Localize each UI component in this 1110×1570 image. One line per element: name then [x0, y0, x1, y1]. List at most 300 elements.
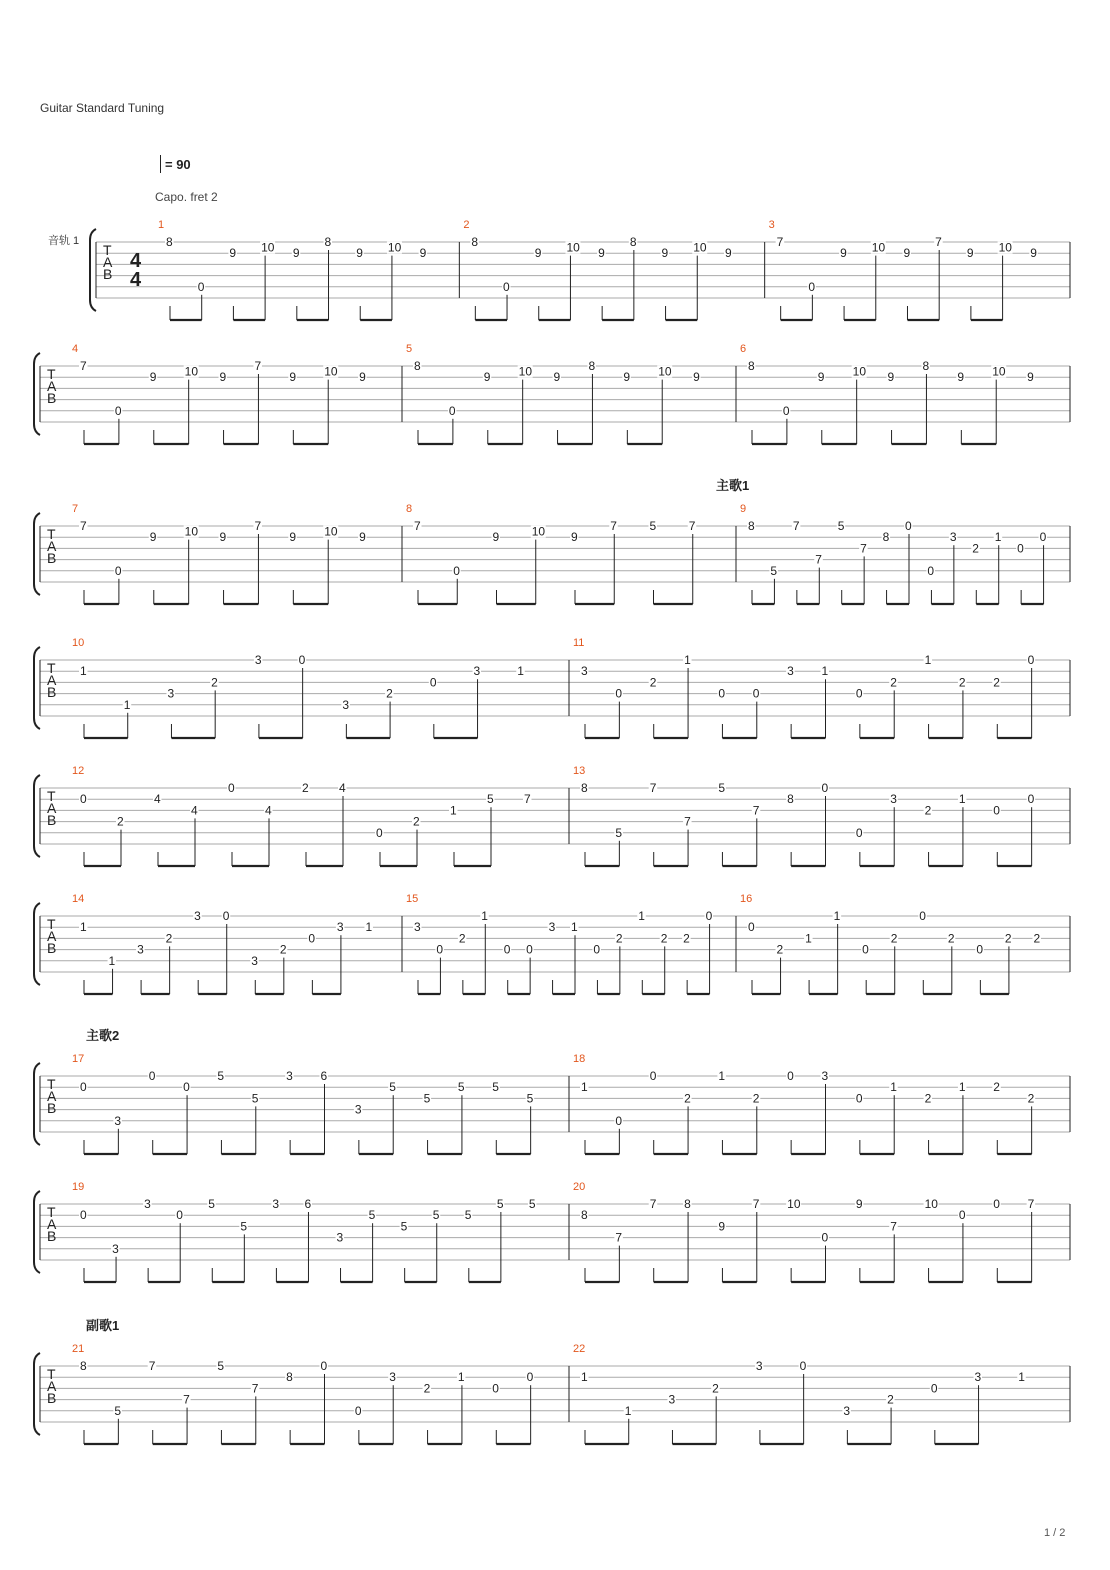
fret-number: 9 [419, 246, 427, 261]
fret-number: 3 [755, 1359, 763, 1373]
fret-number: 1 [108, 953, 116, 968]
section-label: 主歌2 [86, 1028, 120, 1043]
fret-number: 0 [615, 1113, 623, 1128]
system-bracket [34, 513, 40, 595]
time-signature-top: 4 [130, 250, 142, 272]
fret-number: 1 [994, 530, 1002, 545]
fret-number: 6 [304, 1197, 312, 1211]
bar-number: 14 [72, 893, 85, 905]
fret-number: 3 [137, 942, 144, 957]
fret-number: 8 [414, 359, 421, 373]
fret-number: 1 [821, 664, 829, 679]
bar-number: 9 [740, 503, 747, 515]
fret-number: 8 [748, 519, 755, 533]
fret-number: 5 [615, 825, 623, 840]
fret-number: 0 [222, 909, 230, 923]
fret-number: 9 [492, 530, 500, 545]
fret-number: 1 [80, 920, 87, 935]
fret-number: 0 [927, 563, 935, 578]
fret-number: 10 [261, 240, 275, 255]
fret-number: 1 [1018, 1370, 1025, 1385]
fret-number: 2 [413, 814, 420, 829]
fret-number: 2 [683, 931, 690, 946]
fret-number: 7 [251, 1381, 259, 1396]
fret-number: 10 [992, 364, 1006, 379]
fret-number: 7 [792, 519, 800, 533]
fret-number: 5 [492, 1080, 499, 1095]
bar-number: 12 [72, 765, 85, 777]
fret-number: 0 [787, 1069, 794, 1083]
fret-number: 10 [184, 524, 199, 539]
fret-number: 5 [837, 519, 845, 533]
fret-number: 1 [365, 920, 373, 935]
fret-number: 5 [526, 1091, 534, 1106]
bar-number: 16 [740, 893, 753, 905]
bar-number: 15 [406, 893, 419, 905]
fret-number: 0 [993, 1197, 1000, 1211]
fret-number: 1 [924, 653, 932, 667]
fret-number: 2 [211, 675, 218, 690]
fret-number: 9 [289, 530, 297, 545]
fret-number: 3 [167, 686, 175, 701]
fret-number: 3 [668, 1392, 676, 1407]
tab-clef-letter: B [47, 550, 57, 566]
tab-clef-letter: T [103, 242, 112, 258]
fret-number: 9 [149, 530, 157, 545]
fret-number: 7 [684, 814, 691, 829]
fret-number: 0 [503, 279, 510, 294]
fret-number: 3 [787, 664, 794, 679]
fret-number: 7 [183, 1392, 190, 1407]
fret-number: 10 [658, 364, 672, 379]
fret-number: 5 [240, 1219, 248, 1234]
fret-number: 8 [588, 359, 596, 373]
system-bracket [34, 775, 40, 857]
bar-number: 11 [573, 637, 585, 649]
tab-clef-letter: T [47, 1204, 56, 1220]
fret-number: 1 [581, 1080, 588, 1095]
fret-number: 3 [821, 1069, 829, 1083]
fret-number: 5 [251, 1091, 259, 1106]
system-bracket [34, 353, 40, 435]
fret-number: 2 [165, 931, 173, 946]
fret-number: 8 [787, 792, 794, 807]
capo-label: Capo. fret 2 [155, 190, 218, 204]
fret-number: 10 [387, 240, 402, 255]
tempo-value: = 90 [165, 157, 191, 172]
fret-number: 0 [1027, 792, 1035, 807]
fret-number: 0 [320, 1359, 328, 1373]
fret-number: 1 [684, 653, 691, 667]
fret-number: 0 [376, 825, 383, 840]
tab-clef-letter: A [47, 672, 57, 688]
fret-number: 0 [930, 1381, 938, 1396]
fret-number: 0 [748, 920, 755, 935]
fret-number: 1 [624, 1403, 632, 1418]
fret-number: 7 [254, 519, 262, 533]
fret-number: 9 [359, 370, 366, 385]
fret-number: 0 [593, 942, 601, 957]
bar-number: 4 [72, 343, 79, 355]
fret-number: 9 [356, 246, 363, 261]
fret-number: 5 [649, 519, 657, 533]
fret-number: 3 [548, 920, 556, 935]
fret-number: 0 [453, 563, 460, 578]
fret-number: 5 [217, 1069, 225, 1083]
fret-number: 3 [473, 664, 481, 679]
system-bracket [34, 647, 40, 729]
fret-number: 9 [855, 1197, 863, 1211]
tab-clef-letter: T [47, 916, 56, 932]
fret-number: 5 [496, 1197, 504, 1211]
tab-clef-letter: B [47, 940, 57, 956]
fret-number: 3 [974, 1370, 982, 1385]
fret-number: 0 [1027, 653, 1035, 667]
fret-number: 2 [458, 931, 466, 946]
fret-number: 9 [724, 246, 732, 261]
fret-number: 0 [1039, 530, 1047, 545]
fret-number: 3 [949, 530, 957, 545]
fret-number: 10 [566, 240, 580, 255]
fret-number: 8 [166, 235, 173, 249]
fret-number: 9 [1030, 246, 1037, 261]
fret-number: 1 [123, 697, 131, 712]
fret-number: 3 [342, 697, 350, 712]
tuning-label: Guitar Standard Tuning [40, 101, 165, 115]
tab-clef-letter: B [47, 1390, 57, 1406]
fret-number: 9 [571, 530, 578, 545]
fret-number: 2 [649, 675, 657, 690]
fret-number: 3 [144, 1197, 151, 1211]
fret-number: 7 [615, 1230, 623, 1245]
fret-number: 3 [414, 920, 421, 935]
fret-number: 8 [581, 1208, 588, 1223]
fret-number: 0 [799, 1359, 807, 1373]
fret-number: 1 [481, 909, 488, 923]
fret-number: 0 [615, 686, 623, 701]
bar-number: 5 [406, 343, 413, 355]
fret-number: 0 [80, 792, 87, 807]
fret-number: 8 [581, 781, 588, 795]
fret-number: 9 [957, 370, 965, 385]
fret-number: 8 [748, 359, 755, 373]
tab-clef-letter: A [47, 800, 57, 816]
fret-number: 2 [752, 1091, 760, 1106]
fret-number: 0 [436, 942, 444, 957]
tab-clef-letter: B [103, 266, 113, 282]
bar-number: 17 [72, 1053, 85, 1065]
fret-number: 7 [610, 519, 617, 533]
fret-number: 8 [324, 235, 332, 249]
fret-number: 8 [882, 530, 890, 545]
fret-number: 2 [1033, 931, 1041, 946]
fret-number: 0 [114, 403, 122, 418]
fret-number: 2 [660, 931, 668, 946]
fret-number: 5 [389, 1080, 396, 1095]
tab-clef-letter: T [47, 788, 56, 804]
fret-number: 4 [154, 792, 161, 807]
tab-clef-letter: A [47, 538, 57, 554]
fret-number: 5 [217, 1359, 225, 1373]
fret-number: 2 [684, 1091, 691, 1106]
time-signature-bottom: 4 [130, 269, 142, 291]
fret-number: 9 [219, 370, 227, 385]
track-name: 音轨 1 [48, 235, 80, 247]
fret-number: 1 [80, 664, 87, 679]
fret-number: 1 [805, 931, 812, 946]
system-bracket [90, 229, 96, 311]
fret-number: 2 [958, 675, 966, 690]
fret-number: 7 [254, 359, 262, 373]
fret-number: 10 [518, 364, 533, 379]
fret-number: 8 [629, 235, 637, 249]
fret-number: 5 [528, 1197, 536, 1211]
fret-number: 8 [80, 1359, 87, 1373]
fret-number: 9 [623, 370, 631, 385]
fret-number: 3 [114, 1113, 122, 1128]
tab-clef-letter: A [47, 1216, 57, 1232]
fret-number: 7 [649, 781, 657, 795]
fret-number: 0 [752, 686, 760, 701]
fret-number: 10 [787, 1197, 801, 1211]
fret-number: 7 [1027, 1197, 1035, 1211]
fret-number: 0 [718, 686, 726, 701]
fret-number: 3 [112, 1241, 119, 1256]
fret-number: 0 [855, 1091, 863, 1106]
fret-number: 8 [684, 1197, 691, 1211]
fret-number: 0 [862, 942, 869, 957]
fret-number: 9 [887, 370, 895, 385]
fret-number: 3 [581, 664, 588, 679]
fret-number: 5 [487, 792, 494, 807]
fret-number: 9 [483, 370, 491, 385]
fret-number: 4 [265, 803, 272, 818]
fret-number: 7 [414, 519, 421, 533]
fret-number: 1 [581, 1370, 588, 1385]
fret-number: 0 [80, 1080, 87, 1095]
fret-number: 2 [386, 686, 393, 701]
tab-clef-letter: T [47, 366, 56, 382]
fret-number: 0 [429, 675, 437, 690]
fret-number: 9 [534, 246, 542, 261]
fret-number: 0 [808, 279, 816, 294]
tab-clef-letter: T [47, 1366, 56, 1382]
fret-number: 9 [598, 246, 605, 261]
bar-number: 19 [72, 1181, 85, 1193]
tab-clef-letter: B [47, 684, 57, 700]
fret-number: 10 [324, 364, 338, 379]
fret-number: 3 [336, 1230, 344, 1245]
fret-number: 0 [197, 279, 205, 294]
bar-number: 10 [72, 637, 85, 649]
fret-number: 3 [194, 909, 201, 923]
fret-number: 9 [661, 246, 669, 261]
fret-number: 7 [80, 519, 87, 533]
fret-number: 2 [887, 1392, 894, 1407]
tab-clef-letter: T [47, 660, 56, 676]
fret-number: 0 [855, 825, 863, 840]
fret-number: 2 [890, 675, 897, 690]
fret-number: 0 [298, 653, 306, 667]
fret-number: 2 [993, 675, 1000, 690]
fret-number: 9 [149, 370, 157, 385]
fret-number: 1 [457, 1370, 465, 1385]
fret-number: 2 [947, 931, 955, 946]
fret-number: 9 [840, 246, 847, 261]
tab-clef-letter: A [47, 378, 57, 394]
fret-number: 9 [966, 246, 974, 261]
fret-number: 0 [114, 563, 122, 578]
fret-number: 2 [924, 803, 932, 818]
fret-number: 3 [354, 1102, 362, 1117]
fret-number: 2 [890, 931, 898, 946]
fret-number: 0 [976, 942, 984, 957]
fret-number: 0 [148, 1069, 156, 1083]
fret-number: 7 [688, 519, 696, 533]
fret-number: 7 [80, 359, 87, 373]
system-bracket [34, 1353, 40, 1435]
bar-number: 8 [406, 503, 413, 515]
section-label: 副歌1 [86, 1318, 120, 1333]
fret-number: 0 [526, 942, 533, 957]
fret-number: 5 [432, 1208, 440, 1223]
fret-number: 3 [843, 1403, 851, 1418]
fret-number: 9 [553, 370, 561, 385]
fret-number: 3 [389, 1370, 396, 1385]
fret-number: 7 [752, 803, 760, 818]
fret-number: 0 [448, 403, 456, 418]
bar-number: 13 [573, 765, 586, 777]
fret-number: 9 [1027, 370, 1034, 385]
fret-number: 5 [770, 563, 778, 578]
fret-number: 0 [526, 1370, 534, 1385]
fret-number: 9 [903, 246, 911, 261]
fret-number: 7 [524, 792, 531, 807]
fret-number: 1 [517, 664, 524, 679]
fret-number: 0 [176, 1208, 183, 1223]
fret-number: 7 [890, 1219, 897, 1234]
fret-number: 10 [871, 240, 886, 255]
fret-number: 9 [289, 370, 297, 385]
fret-number: 0 [228, 781, 235, 795]
fret-number: 1 [450, 803, 457, 818]
fret-number: 2 [1004, 931, 1012, 946]
bar-number: 21 [72, 1343, 85, 1355]
bar-number: 7 [72, 503, 79, 515]
bar-number: 2 [463, 219, 470, 231]
fret-number: 10 [531, 524, 546, 539]
fret-number: 3 [286, 1069, 293, 1083]
fret-number: 2 [924, 1091, 932, 1106]
fret-number: 9 [817, 370, 825, 385]
fret-number: 9 [292, 246, 300, 261]
fret-number: 0 [821, 1230, 829, 1245]
fret-number: 4 [191, 803, 198, 818]
fret-number: 8 [286, 1370, 293, 1385]
fret-number: 0 [821, 781, 829, 795]
tab-clef-letter: A [47, 1378, 57, 1394]
fret-number: 2 [712, 1381, 719, 1396]
fret-number: 5 [400, 1219, 408, 1234]
fret-number: 2 [279, 942, 287, 957]
fret-number: 3 [254, 653, 262, 667]
tab-clef-letter: B [47, 1228, 57, 1244]
fret-number: 7 [935, 235, 942, 249]
bar-number: 3 [768, 219, 775, 231]
fret-number: 7 [752, 1197, 760, 1211]
tab-clef-letter: A [103, 254, 113, 270]
fret-number: 0 [354, 1403, 362, 1418]
fret-number: 1 [833, 909, 841, 923]
system-bracket [34, 1191, 40, 1273]
fret-number: 9 [718, 1219, 726, 1234]
fret-number: 2 [993, 1080, 1000, 1095]
fret-number: 9 [693, 370, 700, 385]
fret-number: 10 [852, 364, 867, 379]
bar-number: 18 [573, 1053, 586, 1065]
fret-number: 3 [272, 1197, 280, 1211]
fret-number: 0 [855, 686, 863, 701]
fret-number: 0 [183, 1080, 190, 1095]
tab-clef-letter: B [47, 812, 57, 828]
fret-number: 2 [1027, 1091, 1035, 1106]
fret-number: 0 [649, 1069, 657, 1083]
fret-number: 0 [905, 519, 912, 533]
fret-number: 7 [776, 235, 784, 249]
fret-number: 10 [324, 524, 338, 539]
fret-number: 0 [705, 909, 713, 923]
fret-number: 2 [776, 942, 784, 957]
tab-clef-letter: A [47, 928, 57, 944]
tab-clef-letter: B [47, 1100, 57, 1116]
fret-number: 7 [815, 552, 822, 567]
fret-number: 5 [423, 1091, 431, 1106]
fret-number: 10 [184, 364, 199, 379]
fret-number: 0 [993, 803, 1000, 818]
fret-number: 0 [503, 942, 511, 957]
fret-number: 9 [219, 530, 227, 545]
fret-number: 1 [571, 920, 578, 935]
fret-number: 2 [423, 1381, 431, 1396]
bar-number: 20 [573, 1181, 586, 1193]
fret-number: 7 [649, 1197, 657, 1211]
fret-number: 1 [958, 792, 966, 807]
fret-number: 9 [359, 530, 366, 545]
fret-number: 2 [615, 931, 623, 946]
fret-number: 3 [251, 953, 258, 968]
tab-clef-letter: B [47, 390, 57, 406]
fret-number: 6 [320, 1069, 328, 1083]
fret-number: 8 [471, 235, 479, 249]
tab-clef-letter: A [47, 1088, 57, 1104]
fret-number: 2 [117, 814, 124, 829]
bar-number: 6 [740, 343, 747, 355]
fret-number: 5 [718, 781, 726, 795]
section-label: 主歌1 [716, 478, 750, 493]
page-number: 1 / 2 [1044, 1527, 1066, 1539]
system-bracket [34, 903, 40, 985]
tab-clef-letter: T [47, 526, 56, 542]
fret-number: 1 [958, 1080, 966, 1095]
fret-number: 0 [958, 1208, 966, 1223]
fret-number: 10 [998, 240, 1012, 255]
fret-number: 3 [336, 920, 344, 935]
tab-clef-letter: T [47, 1076, 56, 1092]
fret-number: 1 [890, 1080, 897, 1095]
fret-number: 0 [492, 1381, 499, 1396]
fret-number: 5 [464, 1208, 472, 1223]
fret-number: 0 [308, 931, 316, 946]
